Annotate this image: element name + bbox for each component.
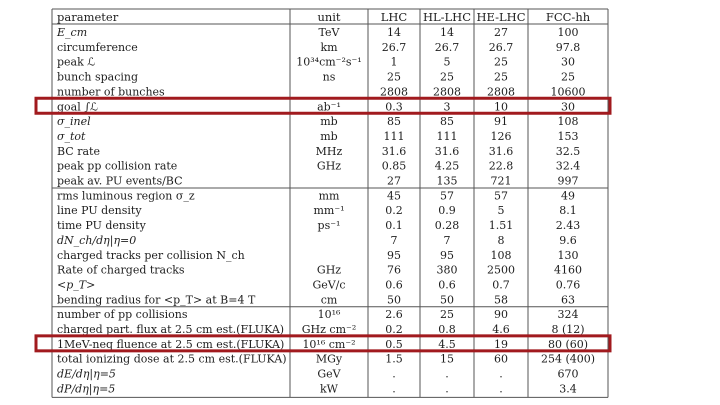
row-parameter: peak pp collision rate [57, 159, 178, 173]
row-value: mm [318, 189, 340, 203]
row-value: 31.6 [434, 144, 460, 158]
row-value: GeV [317, 367, 341, 381]
row-value: 130 [557, 248, 579, 262]
table-row [57, 293, 575, 306]
row-parameter: dN_ch/dη|η=0 [57, 233, 137, 247]
row-value: 63 [561, 293, 575, 307]
row-value: 8 [497, 233, 505, 247]
row-value: 100 [557, 26, 579, 39]
row-parameter: σ_tot [57, 129, 86, 143]
row-value: 10¹⁶ [317, 308, 341, 322]
row-value: 2.6 [385, 308, 403, 322]
table-row [57, 264, 582, 277]
row-value: 7 [443, 233, 451, 247]
row-value: 25 [561, 70, 575, 84]
row-parameter: rms luminous region σ_z [57, 189, 195, 203]
table-header-row [57, 10, 591, 24]
table-row [57, 234, 577, 248]
row-value: 57 [440, 189, 454, 203]
row-value: 27 [494, 26, 508, 39]
table-row [57, 160, 580, 173]
row-value: 5 [443, 55, 451, 69]
row-value: ab⁻¹ [317, 100, 341, 114]
row-parameter: <p_T> [57, 278, 96, 292]
row-value: 0.28 [434, 219, 460, 233]
row-parameter: charged tracks per collision N_ch [57, 248, 245, 262]
row-value: 108 [490, 248, 512, 262]
row-value: ns [322, 70, 336, 84]
row-value: 58 [494, 293, 508, 307]
row-value: 0.5 [385, 337, 403, 351]
row-value: 2808 [487, 85, 515, 99]
table-row [57, 338, 588, 351]
row-parameter: number of pp collisions [57, 308, 188, 322]
row-value: 5 [497, 204, 505, 218]
table-row [57, 85, 586, 98]
row-value: 153 [557, 129, 579, 143]
row-parameter: 1MeV-neq fluence at 2.5 cm est.(FLUKA) [57, 337, 285, 351]
row-value: GeV/c [312, 278, 346, 292]
row-value: 0.76 [555, 278, 581, 292]
row-parameter: Rate of charged tracks [57, 263, 185, 277]
row-value: 32.4 [555, 159, 581, 173]
row-value: 80 (60) [547, 337, 589, 351]
column-header: LHC [380, 10, 408, 24]
row-value: 111 [383, 129, 405, 143]
row-value: kW [320, 382, 338, 396]
row-value: 8 (12) [551, 323, 585, 336]
row-value: 1.51 [488, 219, 514, 233]
row-value: 8.1 [559, 204, 577, 218]
table-row [57, 115, 579, 128]
table-row [57, 130, 579, 143]
row-value: . [392, 382, 396, 396]
row-value: 126 [490, 129, 512, 143]
row-value: km [320, 40, 338, 54]
row-value: 30 [561, 100, 575, 114]
row-value: mb [320, 129, 338, 143]
row-value: . [445, 367, 449, 381]
row-parameter: number of bunches [57, 85, 165, 99]
row-value: 254 (400) [540, 352, 596, 366]
row-value: 91 [494, 115, 508, 129]
row-value: 7 [390, 233, 398, 247]
row-value: 19 [494, 337, 508, 351]
row-value: 14 [387, 26, 401, 39]
row-value: 10¹⁶ cm⁻² [302, 337, 356, 351]
row-value: 26.7 [381, 40, 407, 54]
row-value: 10³⁴cm⁻²s⁻¹ [296, 55, 362, 69]
row-value: 4.6 [492, 323, 510, 336]
row-value: 25 [440, 70, 454, 84]
row-value: 2500 [487, 263, 515, 277]
row-parameter: dP/dη|η=5 [57, 382, 116, 396]
row-parameter: peak ℒ [57, 55, 96, 69]
row-value: 0.2 [385, 323, 403, 336]
row-parameter: time PU density [57, 219, 146, 233]
row-value: 721 [490, 174, 512, 188]
table-row [57, 353, 595, 366]
column-header: FCC-hh [545, 10, 591, 24]
row-value: GHz [316, 263, 342, 277]
column-header: parameter [57, 10, 119, 24]
row-value: 324 [557, 308, 579, 322]
table-row [57, 204, 577, 217]
table-row [57, 308, 579, 321]
row-parameter: bending radius for <p_T> at B=4 T [57, 293, 256, 307]
row-value: 49 [561, 189, 575, 203]
row-value: 10600 [550, 85, 586, 99]
row-value: TeV [318, 26, 340, 39]
row-value: 14 [440, 26, 454, 39]
table-row [57, 189, 575, 202]
column-header: HL-LHC [422, 10, 472, 24]
row-value: mb [320, 115, 338, 129]
row-value: 670 [557, 367, 579, 381]
row-value: . [499, 367, 503, 381]
row-value: 97.8 [555, 40, 581, 54]
row-value: 22.8 [488, 159, 514, 173]
row-value: . [445, 382, 449, 396]
row-value: 0.9 [438, 204, 456, 218]
row-value: 2808 [380, 85, 408, 99]
row-value: 0.3 [385, 100, 403, 114]
row-value: 25 [440, 308, 454, 322]
row-value: 0.6 [385, 278, 403, 292]
row-value: 111 [436, 129, 458, 143]
row-value: 0.1 [385, 219, 403, 233]
row-value: 25 [387, 70, 401, 84]
row-value: 15 [440, 352, 454, 366]
row-value: 76 [387, 263, 401, 277]
row-value: 380 [436, 263, 458, 277]
row-value: 90 [494, 308, 508, 322]
row-value: 2.43 [555, 219, 581, 233]
row-value: 27 [387, 174, 401, 188]
table-row [57, 41, 580, 54]
row-parameter: dE/dη|η=5 [57, 367, 116, 381]
row-value: 95 [440, 248, 454, 262]
table-row [57, 100, 575, 113]
table-row [57, 382, 577, 396]
row-parameter: circumference [57, 40, 138, 54]
row-parameter: σ_inel [57, 115, 91, 129]
column-header: unit [317, 10, 341, 24]
row-value: 2808 [433, 85, 461, 99]
row-value: MGy [315, 352, 343, 366]
table-row [57, 278, 580, 291]
row-value: . [392, 367, 396, 381]
row-value: 0.8 [438, 323, 456, 336]
row-value: MHz [315, 144, 343, 158]
row-value: 4.5 [438, 337, 456, 351]
row-value: 26.7 [488, 40, 514, 54]
row-value: GHz [316, 159, 342, 173]
table-row [57, 71, 575, 84]
table-row [57, 175, 579, 188]
row-value: cm [320, 293, 338, 307]
row-value: 108 [557, 115, 579, 129]
row-value: 60 [494, 352, 508, 366]
row-value: 31.6 [381, 144, 407, 158]
row-value: 95 [387, 248, 401, 262]
row-value: 4160 [554, 263, 582, 277]
column-header: HE-LHC [476, 10, 526, 24]
row-value: 0.85 [381, 159, 407, 173]
row-value: 9.6 [559, 233, 577, 247]
row-parameter: total ionizing dose at 2.5 cm est.(FLUKA) [57, 352, 287, 366]
row-parameter: E_cm [57, 26, 88, 39]
row-value: 45 [387, 189, 401, 203]
row-value: 0.6 [438, 278, 456, 292]
row-value: 50 [387, 293, 401, 307]
row-value: 32.5 [555, 144, 581, 158]
row-value: 10 [494, 100, 508, 114]
row-value: 85 [440, 115, 454, 129]
row-value: mm⁻¹ [313, 204, 345, 218]
row-parameter: goal ∫ℒ [57, 100, 98, 114]
row-value: 1.5 [385, 352, 403, 366]
row-value: 3.4 [559, 382, 577, 396]
row-value: 4.25 [434, 159, 460, 173]
row-value: 26.7 [434, 40, 460, 54]
row-value: 50 [440, 293, 454, 307]
row-value: 85 [387, 115, 401, 129]
table-row [57, 145, 580, 158]
row-value: 3 [443, 100, 451, 114]
row-value: 0.7 [492, 278, 510, 292]
table-row [56, 26, 579, 39]
table-row [57, 368, 579, 382]
row-parameter: bunch spacing [57, 70, 139, 84]
row-value: ps⁻¹ [317, 219, 341, 233]
row-value: 0.2 [385, 204, 403, 218]
row-value: 25 [494, 70, 508, 84]
row-parameter: peak av. PU events/BC [57, 174, 183, 188]
row-value: 25 [494, 55, 508, 69]
table-row [57, 249, 579, 262]
row-value: 135 [436, 174, 458, 188]
table-row [57, 323, 585, 336]
row-value: . [499, 382, 503, 396]
row-value: 1 [390, 55, 398, 69]
row-parameter: charged part. flux at 2.5 cm est.(FLUKA) [57, 323, 285, 336]
row-value: 30 [561, 55, 575, 69]
row-parameter: line PU density [57, 204, 142, 218]
row-value: GHz cm⁻² [301, 323, 357, 336]
row-value: 997 [557, 174, 579, 188]
table-row [57, 219, 580, 232]
table-row [57, 56, 575, 69]
row-value: 57 [494, 189, 508, 203]
row-parameter: BC rate [57, 144, 100, 158]
row-value: 31.6 [488, 144, 514, 158]
